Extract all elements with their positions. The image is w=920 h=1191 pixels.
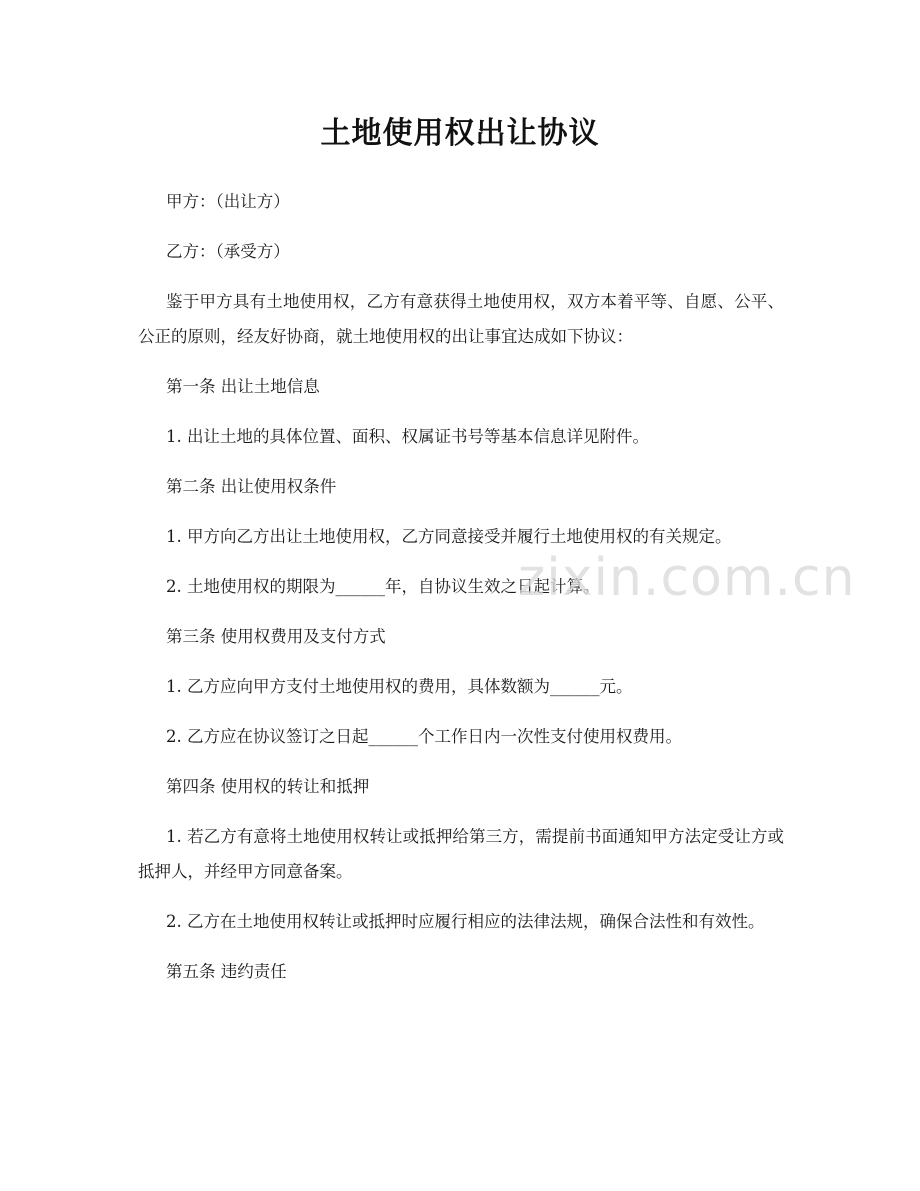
article-5-heading: 第五条 违约责任 <box>166 962 287 981</box>
party-a-line: 甲方：（出让方） <box>166 192 290 211</box>
site-watermark: zixin.com.cn <box>518 548 856 608</box>
document-title: 土地使用权出让协议 <box>320 116 600 151</box>
article-4-clause-2: 2. 乙方在土地使用权转让或抵押时应履行相应的法律法规，确保合法性和有效性。 <box>166 912 765 931</box>
article-4-clause-1: 1. 若乙方有意将土地使用权转让或抵押给第三方，需提前书面通知甲方法定受让方或抵押人，并经甲方同意备案。 <box>138 827 784 881</box>
document-body <box>138 184 784 1004</box>
article-1-heading: 第一条 出让土地信息 <box>166 377 320 396</box>
article-3-clause-2: 2. 乙方应在协议签订之日起______个工作日内一次性支付使用权费用。 <box>166 727 682 746</box>
article-4-heading: 第四条 使用权的转让和抵押 <box>166 777 370 796</box>
article-2-clause-1: 1. 甲方向乙方出让土地使用权，乙方同意接受并履行土地使用权的有关规定。 <box>166 527 732 546</box>
article-2-clause-2: 2. 土地使用权的期限为______年，自协议生效之日起计算。 <box>166 577 600 596</box>
preamble-paragraph: 鉴于甲方具有土地使用权，乙方有意获得土地使用权，双方本着平等、自愿、公平、公正的原则，经友好协商，就土地使用权的出让事宜达成如下协议： <box>138 292 784 346</box>
party-b-line: 乙方：（承受方） <box>166 242 290 261</box>
article-1-clause-1: 1. 出让土地的具体位置、面积、权属证书号等基本信息详见附件。 <box>166 427 649 446</box>
article-3-clause-1: 1. 乙方应向甲方支付土地使用权的费用，具体数额为______元。 <box>166 677 633 696</box>
article-2-heading: 第二条 出让使用权条件 <box>166 477 337 496</box>
article-3-heading: 第三条 使用权费用及支付方式 <box>166 627 386 646</box>
